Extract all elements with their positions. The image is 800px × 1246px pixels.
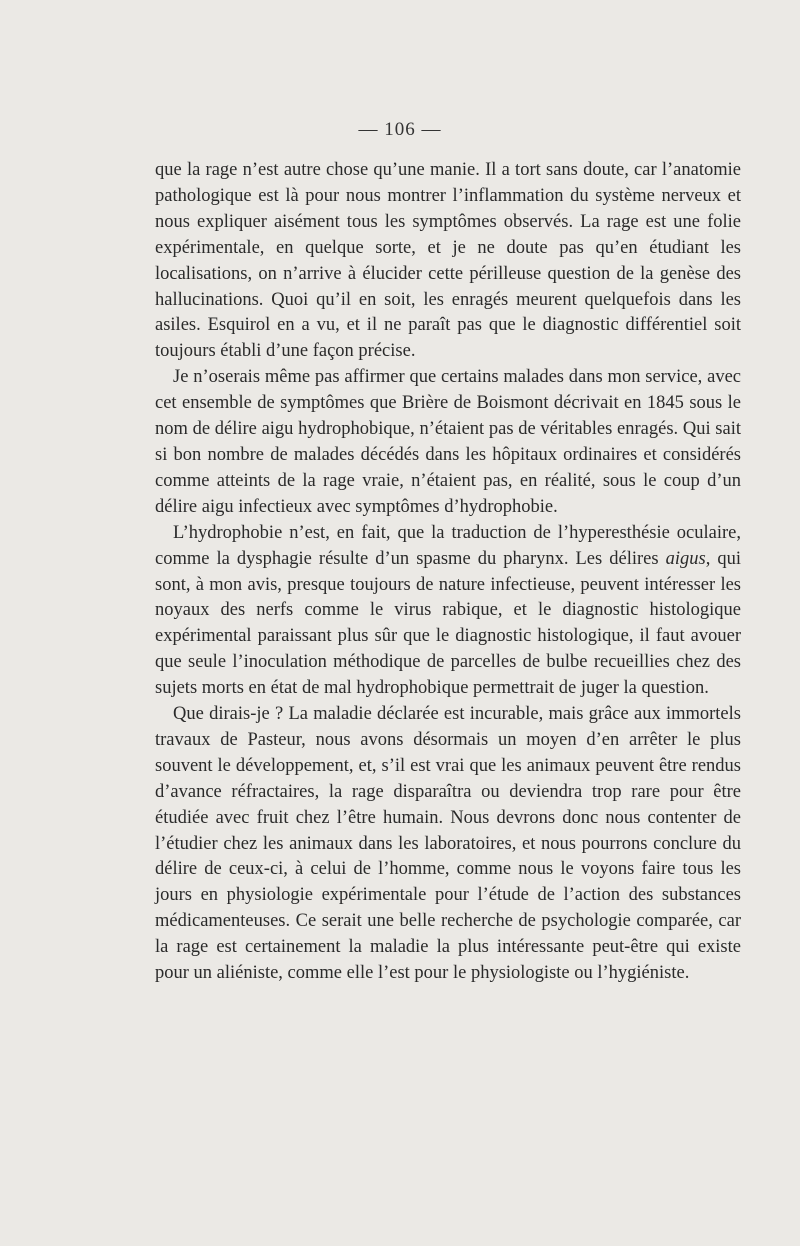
paragraph-4: Que dirais-je ? La maladie déclarée est incurable, mais grâce aux immortels travaux de Pasteur, nous avons désormais un moyen d’en arrêter le plus souvent le développement, et, s’il est vrai que les animaux peuvent être rendus d’avance réfractaires, la rage disparaîtra ou deviendra trop rare pour être étudiée avec fruit chez l’être humain. Nous devrons donc nous contenter de l’étudier chez les animaux dans les laboratoires, et nous pourrons conclure du délire de ceux-ci, à celui de l’homme, comme nous le voyons faire tous les jours en physiologie expérimentale pour l’étude de l’action des substances médicamenteuses. Ce serait une belle recherche de psychologie comparée, car la rage est certainement la maladie la plus intéressante peut-être qui existe pour un aliéniste, comme elle l’est pour le physiologiste ou l’hygiéniste.	[155, 704, 741, 984]
body-text	[155, 158, 741, 987]
italic-word-aigus: aigus	[665, 548, 706, 569]
paragraph-1: que la rage n’est autre chose qu’une manie. Il a tort sans doute, car l’anatomie pathologique est là pour nous montrer l’inflammation du système nerveux et nous expliquer aisément tous les symptômes observés. La rage est une folie expérimentale, en quelque sorte, et je ne doute pas qu’en étudiant les localisations, on n’arrive à élucider cette périlleuse question de la genèse des hallucinations. Quoi qu’il en soit, les enragés meurent quelquefois dans les asiles. Esquirol en a vu, et il ne paraît pas que le diagnostic différentiel soit toujours établi d’une façon précise.	[155, 160, 741, 362]
paragraph-2: Je n’oserais même pas affirmer que certains malades dans mon service, avec cet ensemble de symptômes que Brière de Boismont décrivait en 1845 sous le nom de délire aigu hydrophobique, n’étaient pas de véritables enragés. Qui sait si bon nombre de malades décédés dans les hôpitaux ordinaires et considérés comme atteints de la rage vraie, n’étaient pas, en réalité, sous le coup d’un délire aigu infectieux avec symptômes d’hydrophobie.	[155, 367, 741, 517]
paragraph-3-part-2: , qui sont, à mon avis, presque toujours de nature infectieuse, peuvent intéresser les noyaux des nerfs comme le virus rabique, et le diagnostic histologique expérimental paraissant plus sûr que le diagnostic histologique, il faut avouer que seule l’inoculation méthodique de parcelles de bulbe recueillies chez des sujets morts en état de mal hydrophobique permettrait de juger la question.	[155, 548, 742, 699]
paragraph-3	[155, 521, 741, 702]
page-number: — 106 —	[358, 119, 442, 140]
paragraph-3-part-1: L’hydrophobie n’est, en fait, que la traduction de l’hyperesthésie oculaire, comme la dysphagie résulte d’un spasme du pharynx. Les délires	[155, 522, 741, 569]
